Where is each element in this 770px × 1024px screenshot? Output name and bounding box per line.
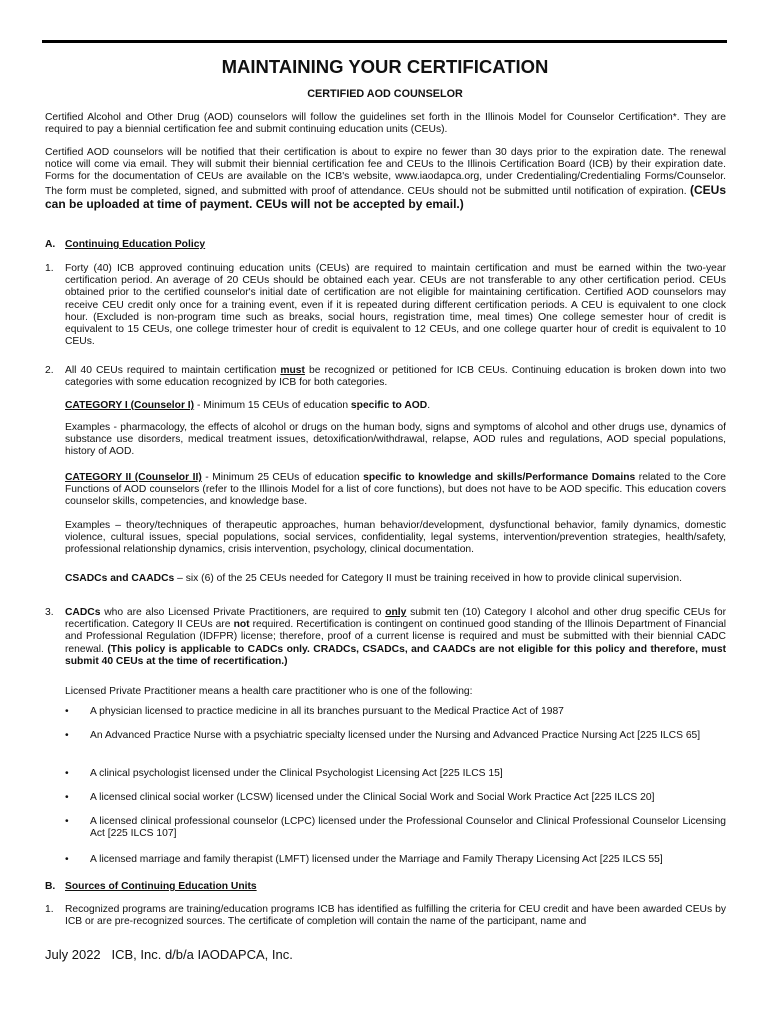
bullet-icon: • <box>65 792 69 803</box>
bullet-icon: • <box>65 816 69 827</box>
item-3-only: only <box>385 607 407 618</box>
item-2-part-b: be recognized or petitioned for ICB CEUs. Continuing education is broken down into two categories with some education recognized by ICB for both categories. <box>65 365 726 389</box>
item-2-number: 2. <box>45 365 54 376</box>
csadc-note <box>65 573 726 585</box>
intro-paragraph-2 <box>45 147 726 212</box>
intro-text: Certified AOD counselors will be notified that their certification is about to expire no fewer than 30 days prior to the expiration date. The renewal notice will come via email. They will submit their biennial certification fee and CEUs to the Illinois Certification Board (ICB) by their expiration date. Forms for the documentation of CEUs are available on the ICB's website, www.iaodapca.org, under Credentialing/Credentialing Forms/Counselor. The form must be completed, signed, and submitted with proof of attendance. CEUs should not be submitted until notification of expiration. <box>45 147 726 197</box>
item-1-number: 1. <box>45 263 54 274</box>
item-2-text <box>65 365 726 389</box>
csadc-text: – six (6) of the 25 CEUs needed for Category II must be training received in how to provide clinical supervision. <box>174 573 682 584</box>
category-1-text-a: - Minimum 15 CEUs of education <box>194 400 351 411</box>
category-2-text-b: related to the Core Functions of AOD counselors (refer to the Illinois Model for a list of core functions), but does not have to be AOD specific. This education covers counselor skills, competencies, and knowledge base. <box>65 472 726 508</box>
category-1 <box>65 400 726 412</box>
item-3-part-a: who are also Licensed Private Practitioners, are required to <box>100 607 386 618</box>
item-3-part-b: submit ten (10) Category I alcohol and other drug specific CEUs for recertification. Category II CEUs are <box>65 607 726 631</box>
top-rule <box>42 40 727 43</box>
page-footer: July 2022 ICB, Inc. d/b/a IAODAPCA, Inc. <box>45 947 293 962</box>
section-b-letter: B. <box>45 881 56 892</box>
category-1-label: CATEGORY I (Counselor I) <box>65 400 195 411</box>
csadc-bold: CSADCs and CAADCs <box>65 573 175 584</box>
item-2-must: must <box>280 365 305 376</box>
item-2-part-a: All 40 CEUs required to maintain certification <box>65 365 281 376</box>
category-2-label: CATEGORY II (Counselor II) <box>65 472 202 483</box>
list-item: A physician licensed to practice medicine in all its branches pursuant to the Medical Practice Act of 1987 <box>90 706 564 717</box>
section-b-title: Sources of Continuing Education Units <box>65 881 257 892</box>
category-1-text-b: . <box>427 400 431 411</box>
list-item: A clinical psychologist licensed under the Clinical Psychologist Licensing Act [225 ILCS 15] <box>90 768 503 779</box>
lpp-intro: Licensed Private Practitioner means a health care practitioner who is one of the following: <box>65 686 473 697</box>
category-2 <box>65 472 726 509</box>
item-3-bold-note: (This policy is applicable to CADCs only. CRADCs, CSADCs, and CAADCs are not eligible for this policy and therefore, must submit 40 CEUs at the time of recertification.) <box>65 643 726 667</box>
item-3-text <box>65 607 726 668</box>
page-subtitle: CERTIFIED AOD COUNSELOR <box>307 88 463 100</box>
page-title: MAINTAINING YOUR CERTIFICATION <box>221 56 549 77</box>
category-1-bold: specific to AOD <box>350 400 428 411</box>
b-item-1-text: Recognized programs are training/education programs ICB has identified as fulfilling the criteria for CEU credit and have been awarded CEUs by ICB or are pre-recognized sources. The certificate of completion will contain the name of the participant, name and <box>65 904 726 928</box>
bullet-icon: • <box>65 854 69 865</box>
item-3-part-c: required. Recertification is contingent on continued good standing of the Illinois Department of Financial and Professional Regulation (IDFPR) license; therefore, proof of a current license is required and must be submitted with their biennial CADC renewal. <box>65 619 726 655</box>
list-item: A licensed clinical professional counselor (LCPC) licensed under the Professional Counselor and Clinical Professional Counselor Licensing Act [225 ILCS 107] <box>90 816 726 840</box>
b-item-1-number: 1. <box>45 904 54 915</box>
category-2-text-a: - Minimum 25 CEUs of education <box>201 472 364 483</box>
item-3-not: not <box>233 619 250 631</box>
category-2-bold: specific to knowledge and skills/Performance Domains <box>363 472 636 483</box>
bullet-icon: • <box>65 730 69 741</box>
section-a-title: Continuing Education Policy <box>65 239 206 250</box>
intro-bold-note: (CEUs can be uploaded at time of payment. CEUs will not be accepted by email.) <box>45 182 726 211</box>
bullet-icon: • <box>65 768 69 779</box>
section-a-heading <box>45 239 726 251</box>
intro-paragraph-1: Certified Alcohol and Other Drug (AOD) counselors will follow the guidelines set forth in the Illinois Model for Counselor Certification*. They are required to pay a biennial certification fee and submit continuing education units (CEUs). <box>45 112 726 136</box>
item-3-number: 3. <box>45 607 54 618</box>
section-a-letter: A. <box>45 239 56 250</box>
item-3-cadcs: CADCs <box>65 607 101 618</box>
list-item: A licensed marriage and family therapist (LMFT) licensed under the Marriage and Family Therapy Licensing Act [225 ILCS 55] <box>90 854 663 865</box>
category-1-examples: Examples - pharmacology, the effects of alcohol or drugs on the human body, signs and symptoms of alcohol and other drugs use, dynamics of substance use disorders, medical treatment issues, detoxification/withdrawal, relapse, AOD rules and regulations, AOD special populations, history of AOD. <box>65 422 726 458</box>
list-item: A licensed clinical social worker (LCSW) licensed under the Clinical Social Work and Social Work Practice Act [225 ILCS 20] <box>90 792 655 803</box>
bullet-icon: • <box>65 706 69 717</box>
section-b-heading <box>45 881 726 893</box>
category-2-examples: Examples – theory/techniques of therapeutic approaches, human behavior/development, dysfunctional behavior, family dynamics, domestic violence, cultural issues, special populations, social services, confidentiality, legal systems, intervention/prevention strategies, health/safety, professional relationship dynamics, crisis intervention, psychology, clinical documentation. <box>65 520 726 556</box>
item-1-text: Forty (40) ICB approved continuing education units (CEUs) are required to maintain certification and must be earned within the two-year certification period. An average of 20 CEUs should be obtained each year. CEUs are not transferable to any other certification period. CEUs obtained prior to the certified counselor's initial date of certification are not eligible for maintaining certification. Certified AOD counselors may receive CEU credit only once for a training event, even if it is repeated during different certification periods. A CEU is equivalent to one clock hour. (Excluded is non-program time such as breaks, social hours, registration time, meal times) One college semester hour of credit is equivalent to 15 CEUs, one college trimester hour of credit is equivalent to 12 CEUs, and one college quarter hour of credit is equivalent to 10 CEUs. <box>65 263 726 348</box>
list-item: An Advanced Practice Nurse with a psychiatric specialty licensed under the Nursing and Advanced Practice Nursing Act [225 ILCS 65] <box>90 730 701 741</box>
